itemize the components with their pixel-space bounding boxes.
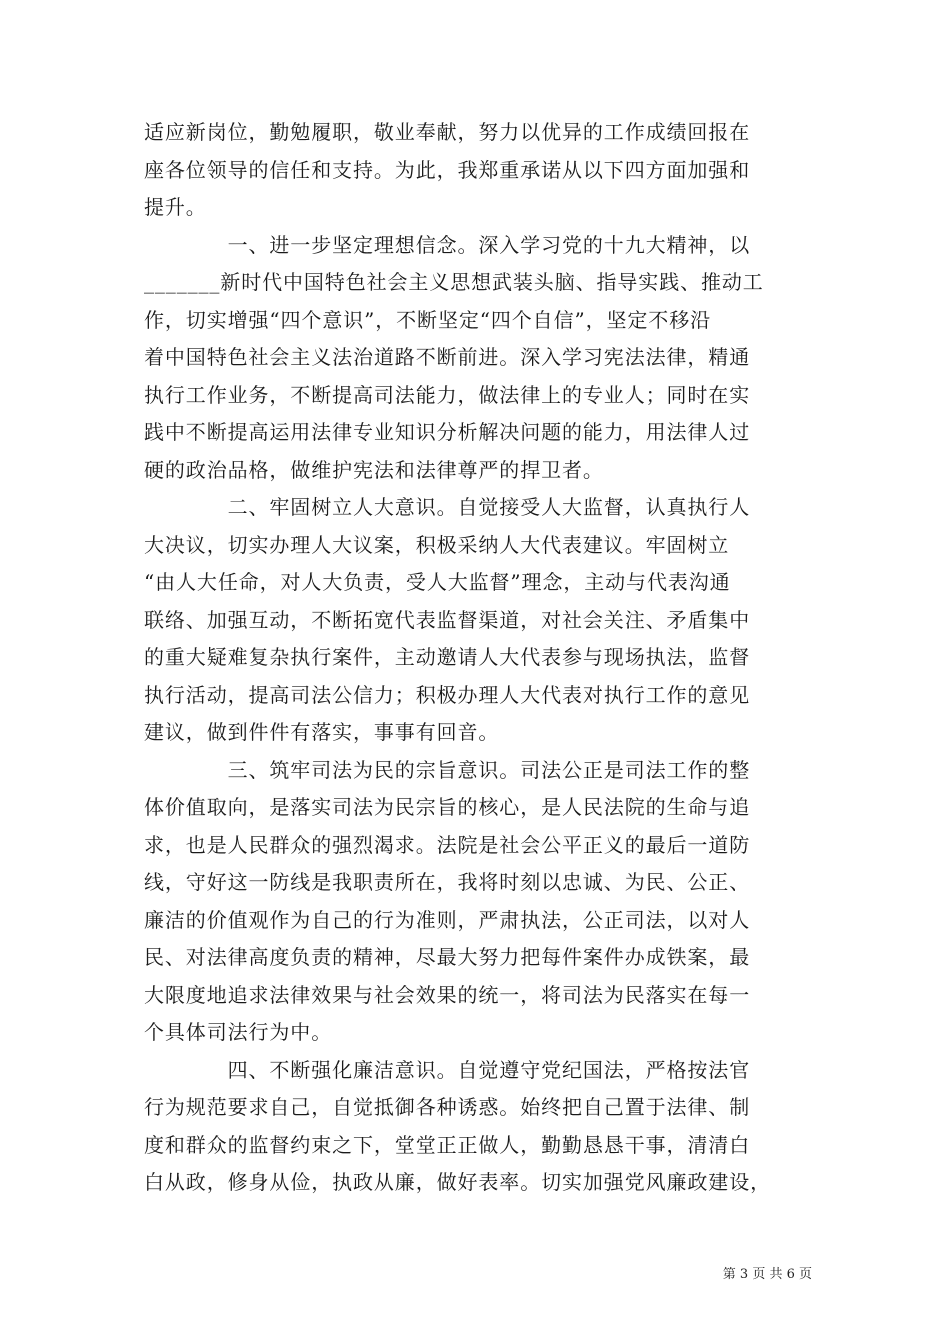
- paragraph-heading-4: 四、不断强化廉洁意识。自觉遵守党纪国法，严格按法官: [144, 1057, 751, 1082]
- text-line: 执行工作业务，不断提高司法能力，做法律上的专业人；同时在实: [144, 382, 751, 407]
- text-line: 提升。: [144, 195, 207, 219]
- text-line: 个具体司法行为中。: [144, 1020, 333, 1044]
- text-line: 适应新岗位，勤勉履职，敬业奉献，努力以优异的工作成绩回报在: [144, 120, 751, 144]
- text-line: 白从政，修身从俭，执政从廉，做好表率。切实加强党风廉政建设，: [144, 1170, 771, 1194]
- text-line: 度和群众的监督约束之下，堂堂正正做人，勤勤恳恳干事，清清白: [144, 1132, 751, 1157]
- text-line: 建议，做到件件有落实，事事有回音。: [144, 720, 500, 744]
- paragraph-heading-2: 二、牢固树立人大意识。自觉接受人大监督，认真执行人: [144, 495, 751, 519]
- text-line: 廉洁的价值观作为自己的行为准则，严肃执法，公正司法，以对人: [144, 907, 751, 932]
- text-line: 的重大疑难复杂执行案件，主动邀请人大代表参与现场执法，监督: [144, 645, 751, 669]
- text-line: 硬的政治品格，做维护宪法和法律尊严的捍卫者。: [144, 457, 604, 482]
- text-line: 行为规范要求自己，自觉抵御各种诱惑。始终把自己置于法律、制: [144, 1095, 751, 1119]
- text-line: 民、对法律高度负责的精神，尽最大努力把每件案件办成铁案，最: [144, 945, 751, 969]
- text-line: 体价值取向，是落实司法为民宗旨的核心，是人民法院的生命与追: [144, 795, 751, 819]
- text-line: 践中不断提高运用法律专业知识分析解决问题的能力，用法律人过: [144, 420, 751, 444]
- text-line: 大决议，切实办理人大议案，积极采纳人大代表建议。牢固树立: [144, 532, 730, 557]
- text-line: 联络、加强互动，不断拓宽代表监督渠道，对社会关注、矛盾集中: [144, 607, 751, 632]
- page-number-footer: 第 3 页 共 6 页: [722, 1267, 812, 1282]
- text-line: 线，守好这一防线是我职责所在，我将时刻以忠诚、为民、公正、: [144, 870, 751, 894]
- paragraph-heading-3: 三、筑牢司法为民的宗旨意识。司法公正是司法工作的整: [144, 757, 751, 782]
- paragraph-heading-1: 一、进一步坚定理想信念。深入学习党的十九大精神，以: [144, 232, 751, 257]
- text-line: 求，也是人民群众的强烈渴求。法院是社会公平正义的最后一道防: [144, 832, 751, 857]
- text-line: 座各位领导的信任和支持。为此，我郑重承诺从以下四方面加强和: [144, 157, 751, 182]
- document-body: [144, 114, 812, 1202]
- text-line: _______新时代中国特色社会主义思想武装头脑、指导实践、推动工: [144, 270, 764, 294]
- text-line: 大限度地追求法律效果与社会效果的统一，将司法为民落实在每一: [144, 982, 751, 1007]
- text-line: 着中国特色社会主义法治道路不断前进。深入学习宪法法律，精通: [144, 345, 751, 369]
- text-line: “由人大任命，对人大负责，受人大监督”理念，主动与代表沟通: [144, 570, 731, 594]
- text-line: 作，切实增强“四个意识”，不断坚定“四个自信”，坚定不移沿: [144, 307, 711, 332]
- text-line: 执行活动，提高司法公信力；积极办理人大代表对执行工作的意见: [144, 682, 751, 707]
